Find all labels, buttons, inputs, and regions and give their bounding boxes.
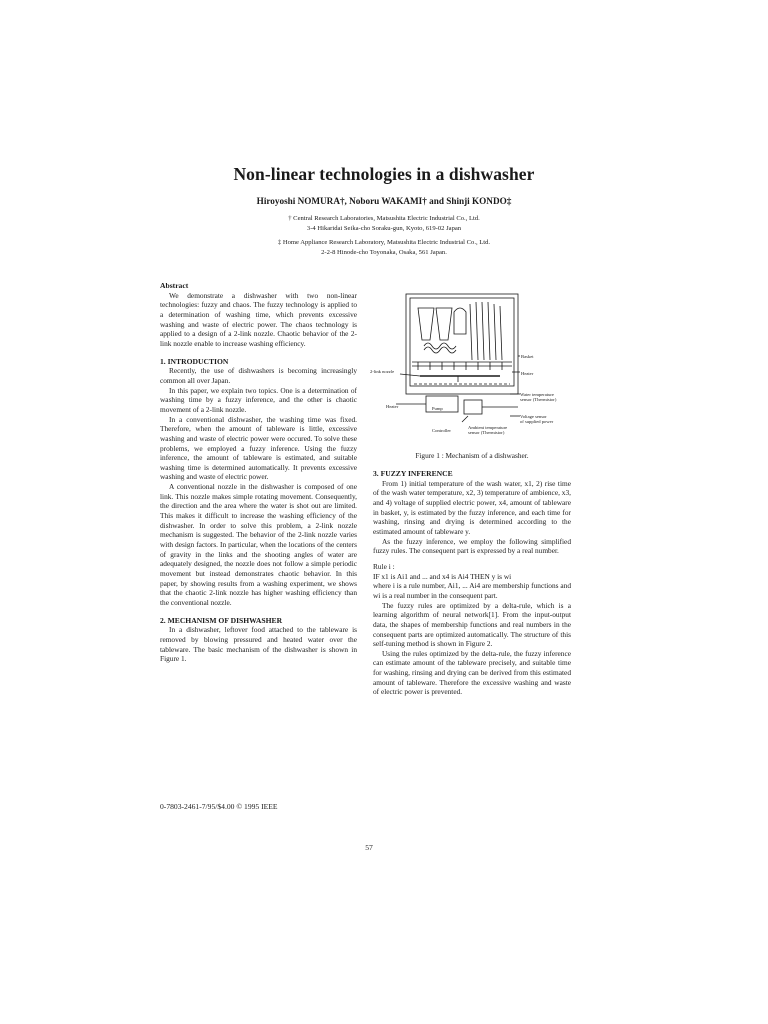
- page-number: 57: [365, 843, 373, 852]
- fuzzy-paragraph-1: From 1) initial temperature of the wash water, x1, 2) rise time of the wash water temperature, x2, 3) temperature of ambience, x3, and 4) voltage of supplied electric power, x4, amount of tableware in basket, y, is estimated by the fuzzy inference, and each time for washing, rinsing and drying is determined according to the estimated amount of tableware y.: [373, 478, 571, 536]
- dishwasher-diagram: [370, 290, 570, 445]
- introduction-heading: 1. INTRODUCTION: [160, 356, 229, 366]
- right-column: [373, 469, 571, 697]
- label-water-temp-2: sensor (Thermistor): [520, 397, 557, 402]
- intro-paragraph-3: In a conventional dishwasher, the washing time was fixed. Therefore, when the amount of tableware is little, excessive washing and waste of electric power were occured. To solve these problems, we employed a fuzzy inference. Using the fuzzy inference, the amount of tableware is estimated, and suitable washing time is determined automatically. It prevents excessive washing and waste of electric power.: [160, 414, 357, 482]
- copyright-footer: 0-7803-2461-7/95/$4.00 © 1995 IEEE: [160, 802, 278, 811]
- intro-paragraph-1: Recently, the use of dishwashers is becoming increasingly common all over Japan.: [160, 366, 357, 385]
- left-column: [160, 281, 357, 664]
- rule-label: Rule i :: [373, 561, 395, 571]
- paper-title: Non-linear technologies in a dishwasher: [233, 164, 535, 184]
- fuzzy-heading: 3. FUZZY INFERENCE: [373, 469, 453, 478]
- intro-paragraph-2: In this paper, we explain two topics. One is a determination of washing time by a fuzzy inference, and the other is chaotic movement of a 2-link nozzle.: [160, 385, 357, 414]
- label-heater-right: Heater: [521, 371, 534, 376]
- tub-outline: [410, 298, 514, 386]
- label-nozzle: 2-link nozzle: [370, 369, 395, 374]
- affiliation-line-1: † Central Research Laboratories, Matsushita Electric Industrial Co., Ltd.: [288, 215, 480, 222]
- author-list: Hiroyoshi NOMURA†, Noboru WAKAMI† and Shinji KONDO‡: [256, 196, 512, 206]
- label-ambient-2: sensor (Thermistor): [468, 430, 505, 435]
- rule-expression: IF x1 is Ai1 and ... and x4 is Ai4 THEN y is wi: [373, 571, 512, 581]
- label-controller: Controller: [432, 428, 451, 433]
- figure-1: [370, 290, 570, 445]
- abstract-text: We demonstrate a dishwasher with two non-linear technologies: fuzzy and chaos. The fuzzy technology is applied to a determination of washing time, which prevents excessive washing and waste of electric power. The chaos technology is applied to a design of a 2-link nozzle. Chaotic behavior of the 2-link nozzle enable to increase washing efficiency.: [160, 290, 357, 348]
- affiliation-line-2: 3-4 Hikaridai Seika-cho Soraku-gun, Kyoto, 619-02 Japan: [306, 225, 462, 232]
- fuzzy-paragraph-5: Using the rules optimized by the delta-rule, the fuzzy inference can estimate amount of the tableware precisely, and suitable time for washing, rinsing and drying can be derived from this estimated amount of tableware. Therefore the excessive washing and waste of electric power is prevented.: [373, 648, 571, 697]
- mechanism-paragraph-1: In a dishwasher, leftover food attached to the tableware is removed by blowing pressured and heated water over the tableware. The basic mechanism of the dishwasher is shown in Figure 1.: [160, 625, 357, 664]
- figure-1-caption: Figure 1 : Mechanism of a dishwasher.: [415, 451, 529, 460]
- label-voltage-1: Voltage sensor: [520, 414, 547, 419]
- abstract-heading: Abstract: [160, 281, 189, 290]
- label-ambient-1: Ambient temperature: [468, 425, 508, 430]
- label-water-temp-1: Water temperature: [520, 392, 554, 397]
- affiliation-line-4: 2-2-8 Hinode-cho Toyonaka, Osaka, 561 Japan.: [321, 249, 447, 256]
- affiliation-line-3: ‡ Home Appliance Research Laboratory, Matsushita Electric Industrial Co., Ltd.: [277, 239, 491, 246]
- intro-paragraph-4: A conventional nozzle in the dishwasher is composed of one link. This nozzle makes simple rotating movement. Consequently, the direction and the area where the water is shot out are limited. This makes it difficult to increase the washing efficiency of the dishwasher. In order to solve this problem, a 2-link nozzle mechanism is suggested. The behavior of the 2-link nozzle varies with design factors. In particular, when the locations of the centers of gravity in the links and the shooting angles of water are adequately designed, the nozzle does not follow a simple periodic movement but instead demonstrates chaotic behavior. In this paper, by showing results from a washing experiment, we shows that the chaotic 2-link nozzle has higher washing efficiency than the conventional nozzle.: [160, 482, 357, 607]
- fuzzy-paragraph-3: where i is a rule number, Ai1, ... Ai4 are membership functions and wi is a real number in the consequent part.: [373, 581, 571, 600]
- label-basket: Basket: [521, 354, 534, 359]
- label-pump: Pump: [432, 406, 443, 411]
- mechanism-heading: 2. MECHANISM OF DISHWASHER: [160, 615, 283, 625]
- label-heater-left: Heater: [386, 404, 399, 409]
- fuzzy-paragraph-2: As the fuzzy inference, we employ the following simplified fuzzy rules. The consequent part is expressed by a real number.: [373, 536, 571, 556]
- fuzzy-paragraph-4: The fuzzy rules are optimized by a delta-rule, which is a learning algorithm of neural network[1]. From the input-output data, the shapes of membership functions and real numbers in the consequent parts are optimized automatically. The structure of this self-tuning method is shown in Figure 2.: [373, 600, 571, 649]
- label-voltage-2: of supplied power: [520, 419, 554, 424]
